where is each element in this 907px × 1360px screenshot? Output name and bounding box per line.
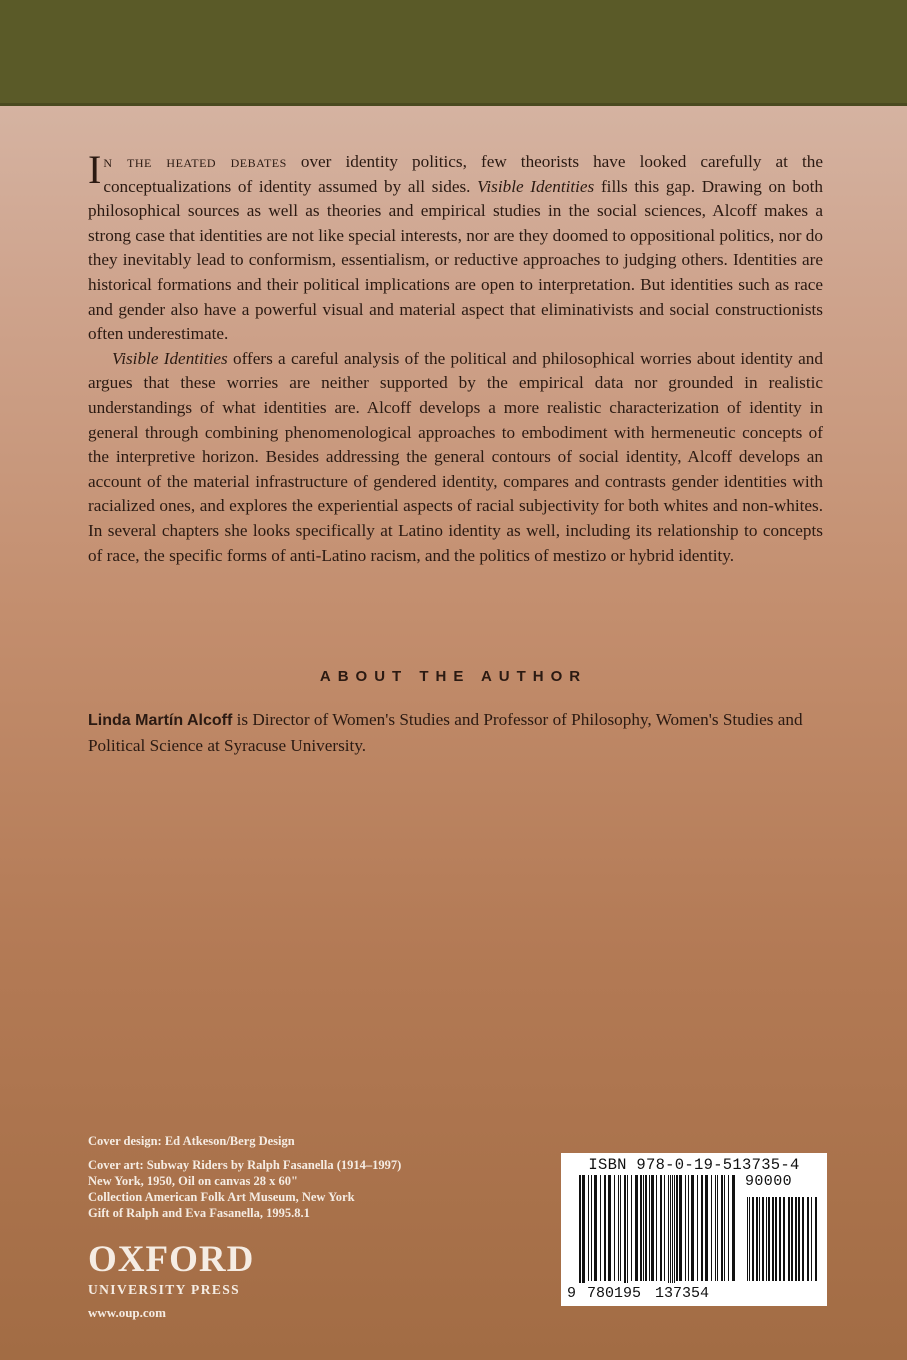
barcode-bar bbox=[685, 1175, 686, 1281]
barcode-right-digits: 137354 bbox=[655, 1285, 710, 1302]
barcode-bar bbox=[701, 1175, 703, 1281]
price-addon-digits: 90000 bbox=[745, 1173, 793, 1190]
cover-design-credit: Cover design: Ed Atkeson/Berg Design bbox=[88, 1134, 295, 1148]
barcode-addon-bar bbox=[759, 1197, 760, 1281]
barcode-bar bbox=[715, 1175, 716, 1281]
barcode-addon-bar bbox=[783, 1197, 785, 1281]
barcode-bar bbox=[608, 1175, 611, 1281]
barcode-bar bbox=[670, 1175, 671, 1283]
blurb-paragraph-1 bbox=[88, 147, 823, 347]
barcode-bar bbox=[717, 1175, 718, 1281]
barcode-bar bbox=[728, 1175, 729, 1281]
barcode-bar bbox=[643, 1175, 644, 1281]
barcode-bar bbox=[604, 1175, 606, 1281]
cover-art-credit-line: Cover art: Subway Riders by Ralph Fasanella (1914–1997) bbox=[88, 1158, 402, 1172]
barcode-bar bbox=[711, 1175, 712, 1281]
barcode-bar bbox=[732, 1175, 735, 1281]
barcode-bar bbox=[674, 1175, 675, 1283]
barcode-addon-bar bbox=[756, 1197, 758, 1281]
barcode-bar bbox=[651, 1175, 654, 1281]
publisher-logo bbox=[88, 1240, 254, 1298]
barcode-addon-bar bbox=[768, 1197, 770, 1281]
isbn-label: ISBN 978-0-19-513735-4 bbox=[588, 1156, 800, 1174]
cover-art-credit-line: New York, 1950, Oil on canvas 28 x 60" bbox=[88, 1174, 298, 1188]
blurb-p1-text: over identity politics, few theorists have looked carefully at the conceptualizations of identity assumed by all sides. bbox=[103, 152, 823, 196]
isbn-barcode bbox=[561, 1153, 827, 1306]
lead-in-small-caps: n the heated debates bbox=[103, 152, 287, 171]
barcode-bar bbox=[624, 1175, 626, 1283]
book-title-italic: Visible Identities bbox=[477, 176, 595, 196]
barcode-bar bbox=[691, 1175, 694, 1281]
barcode-bar bbox=[660, 1175, 662, 1281]
top-color-band bbox=[0, 0, 907, 106]
barcode-bar bbox=[664, 1175, 665, 1281]
barcode-addon-bar bbox=[811, 1197, 812, 1281]
barcode-addon-bar bbox=[762, 1197, 764, 1281]
author-name: Linda Martín Alcoff bbox=[88, 712, 233, 729]
barcode-bar bbox=[697, 1175, 698, 1281]
blurb-p2-rest: offers a careful analysis of the political and philosophical worries about identity and argues that these worries are neither supported by the empirical data nor grounded in realistic understandings of what identities are. Alcoff develops a more realistic characterization of identity in general through combining phenomenological approaches to embodiment with hermeneutic concepts of the interpretive horizon. Besides addressing the general contours of social identity, Alcoff develops an account of the material infrastructure of gendered identity, compares and contrasts gender identities with racialized ones, and explores the experiential aspects of racial subjectivity for both whites and non-whites. In several chapters she looks specifically at Latino identity as well, including its relationship to concepts of race, the specific forms of anti-Latino racism, and the politics of mestizo or hybrid identity. bbox=[88, 348, 823, 565]
barcode-bar bbox=[649, 1175, 650, 1281]
publisher-url: www.oup.com bbox=[88, 1305, 167, 1320]
barcode-bar bbox=[600, 1175, 601, 1281]
barcode-bar bbox=[721, 1175, 723, 1281]
description-blurb bbox=[88, 147, 823, 568]
barcode-left-digits: 780195 bbox=[587, 1285, 642, 1302]
barcode-bar bbox=[679, 1175, 682, 1281]
barcode-addon-bar bbox=[788, 1197, 790, 1281]
cover-art-credit-line: Collection American Folk Art Museum, New York bbox=[88, 1190, 355, 1204]
barcode-bar bbox=[676, 1175, 678, 1281]
about-author-heading: ABOUT THE AUTHOR bbox=[319, 668, 588, 685]
barcode-addon-bar bbox=[779, 1197, 781, 1281]
barcode-bar bbox=[620, 1175, 621, 1281]
barcode-addon-bar bbox=[752, 1197, 754, 1281]
barcode-bar bbox=[627, 1175, 628, 1283]
barcode-addon-bar bbox=[815, 1197, 817, 1281]
barcode-bar bbox=[645, 1175, 647, 1281]
barcode-bar bbox=[618, 1175, 619, 1281]
barcode-addon-bar bbox=[775, 1197, 777, 1281]
author-bio-text: is Director of Women's Studies and Professor of Philosophy, Women's Studies and Political Science at Syracuse University. bbox=[88, 710, 803, 755]
barcode-first-digit: 9 bbox=[567, 1285, 577, 1302]
publisher-name: OXFORD bbox=[88, 1239, 255, 1280]
drop-cap: I bbox=[88, 147, 102, 192]
barcode-bar bbox=[579, 1175, 581, 1283]
cover-art-credit-line: Gift of Ralph and Eva Fasanella, 1995.8.1 bbox=[88, 1206, 310, 1220]
barcode-bars bbox=[567, 1175, 821, 1283]
barcode-bar bbox=[668, 1175, 669, 1283]
barcode-bar bbox=[635, 1175, 638, 1281]
barcode-bar bbox=[591, 1175, 592, 1281]
barcode-bar bbox=[588, 1175, 589, 1281]
barcode-bar bbox=[656, 1175, 657, 1281]
blurb-p1-rest: fills this gap. Drawing on both philosophical sources as well as theories and empirical studies in the social sciences, Alcoff makes a strong case that identities are not like special interests, nor are they doomed to oppositional politics, nor do they inevitably lead to conformism, essentialism, or reductive approaches to judging others. Identities are historical formations and their political implications are open to interpretation. But identities such as race and gender also have a powerful visual and material aspect that eliminativists and social constructionists often underestimate. bbox=[88, 176, 823, 344]
barcode-bar bbox=[724, 1175, 725, 1281]
barcode-bar bbox=[594, 1175, 597, 1281]
barcode-addon-bar bbox=[747, 1197, 748, 1281]
barcode-addon-bar bbox=[807, 1197, 809, 1281]
cover-credits bbox=[88, 1133, 508, 1221]
book-title-italic: Visible Identities bbox=[112, 348, 228, 368]
barcode-bar bbox=[582, 1175, 585, 1283]
barcode-addon-bar bbox=[802, 1197, 804, 1281]
barcode-bar bbox=[614, 1175, 615, 1281]
barcode-bar bbox=[631, 1175, 632, 1281]
barcode-bar bbox=[705, 1175, 708, 1281]
barcode-bar bbox=[640, 1175, 642, 1281]
barcode-addon-bar bbox=[791, 1197, 793, 1281]
publisher-subtitle: UNIVERSITY PRESS bbox=[88, 1282, 241, 1297]
author-bio bbox=[88, 708, 828, 758]
blurb-paragraph-2 bbox=[88, 347, 823, 568]
barcode-addon-bar bbox=[795, 1197, 797, 1281]
barcode-addon-bar bbox=[798, 1197, 800, 1281]
barcode-addon-bar bbox=[766, 1197, 767, 1281]
barcode-addon-bar bbox=[772, 1197, 774, 1281]
barcode-addon-bar bbox=[749, 1197, 750, 1281]
barcode-bar bbox=[672, 1175, 673, 1283]
barcode-bar bbox=[688, 1175, 689, 1281]
